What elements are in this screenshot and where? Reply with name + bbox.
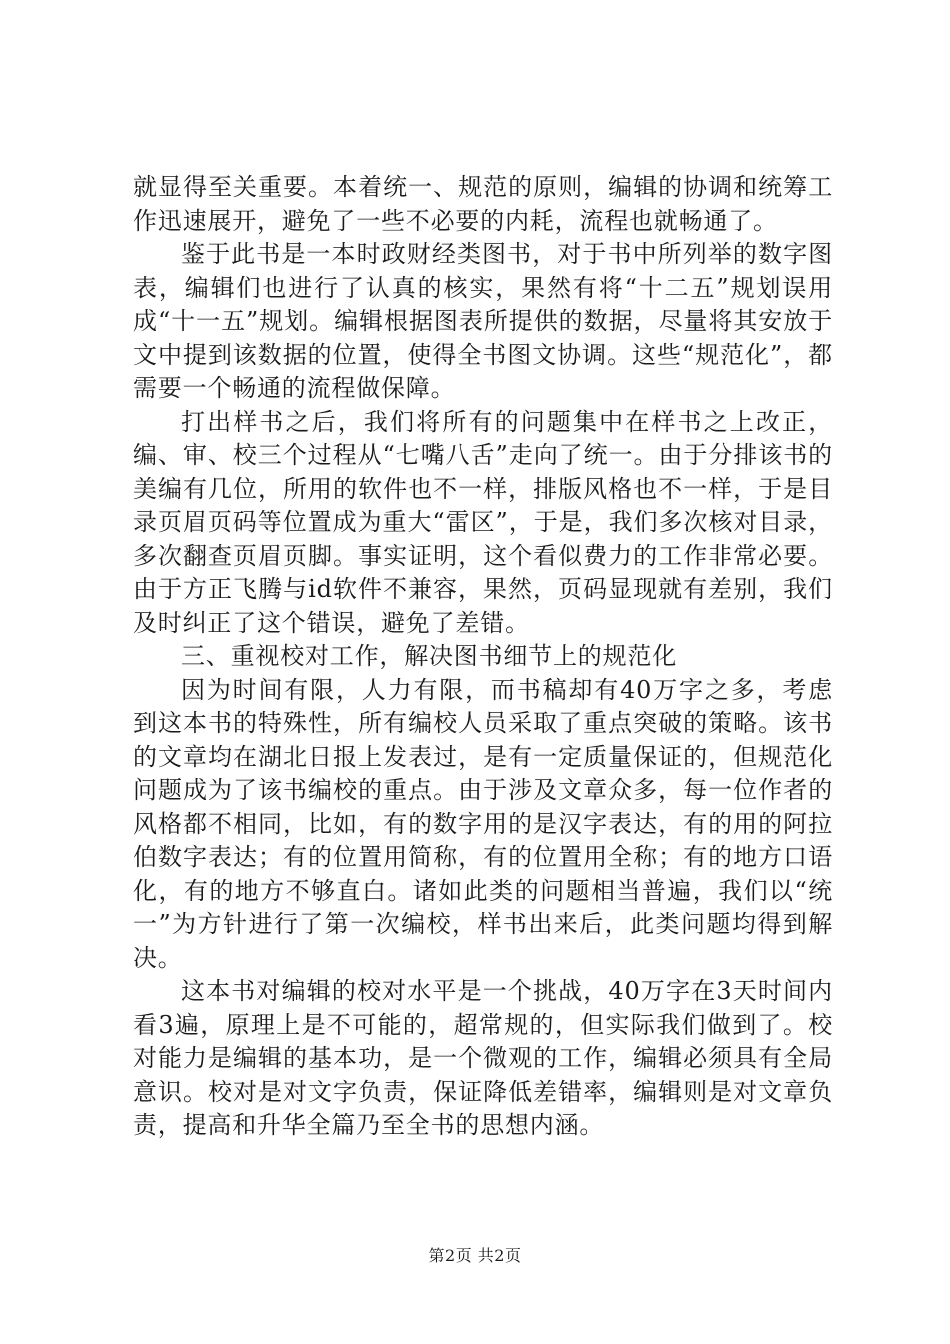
- paragraph-continuation: 就显得至关重要。本着统一、规范的原则，编辑的协调和统筹工作迅速展开，避免了一些不必要的内耗，流程也就畅通了。: [133, 173, 833, 235]
- paragraph-standardization: 因为时间有限，人力有限，而书稿却有40万字之多，考虑到这本书的特殊性，所有编校人员采取了重点突破的策略。该书的文章均在湖北日报上发表过，是有一定质量保证的，但规范化问题成为了该书编校的重点。由于涉及文章众多，每一位作者的风格都不相同，比如，有的数字用的是汉字表达，有的用的阿拉伯数字表达；有的位置用简称，有的位置用全称；有的地方口语化，有的地方不够直白。诸如此类的问题相当普遍，我们以“统一”为方针进行了第一次编校，样书出来后，此类问题均得到解决。: [133, 675, 833, 972]
- section-heading-proofreading: 三、重视校对工作，解决图书细节上的规范化: [181, 642, 677, 670]
- paragraph-data-check: 鉴于此书是一本时政财经类图书，对于书中所列举的数字图表，编辑们也进行了认真的核实，果然有将“十二五”规划误用成“十一五”规划。编辑根据图表所提供的数据，尽量将其安放于文中提到该数据的位置，使得全书图文协调。这些“规范化”，都需要一个畅通的流程做保障。: [133, 240, 833, 402]
- paragraph-sample-book: 打出样书之后，我们将所有的问题集中在样书之上改正，编、审、校三个过程从“七嘴八舌”走向了统一。由于分排该书的美编有几位，所用的软件也不一样，排版风格也不一样，于是目录页眉页码等位置成为重大“雷区”，于是，我们多次核对目录，多次翻查页眉页脚。事实证明，这个看似费力的工作非常必要。由于方正飞腾与id软件不兼容，果然，页码显现就有差别，我们及时纠正了这个错误，避免了差错。: [133, 407, 833, 637]
- paragraph-proofreading-challenge: 这本书对编辑的校对水平是一个挑战，40万字在3天时间内看3遍，原理上是不可能的，超常规的，但实际我们做到了。校对能力是编辑的基本功，是一个微观的工作，编辑必须具有全局意识。校对是对文字负责，保证降低差错率，编辑则是对文章负责，提高和升华全篇乃至全书的思想内涵。: [133, 977, 833, 1139]
- document-body: [133, 171, 833, 1143]
- page-number-footer: 第2页 共2页: [428, 1246, 522, 1265]
